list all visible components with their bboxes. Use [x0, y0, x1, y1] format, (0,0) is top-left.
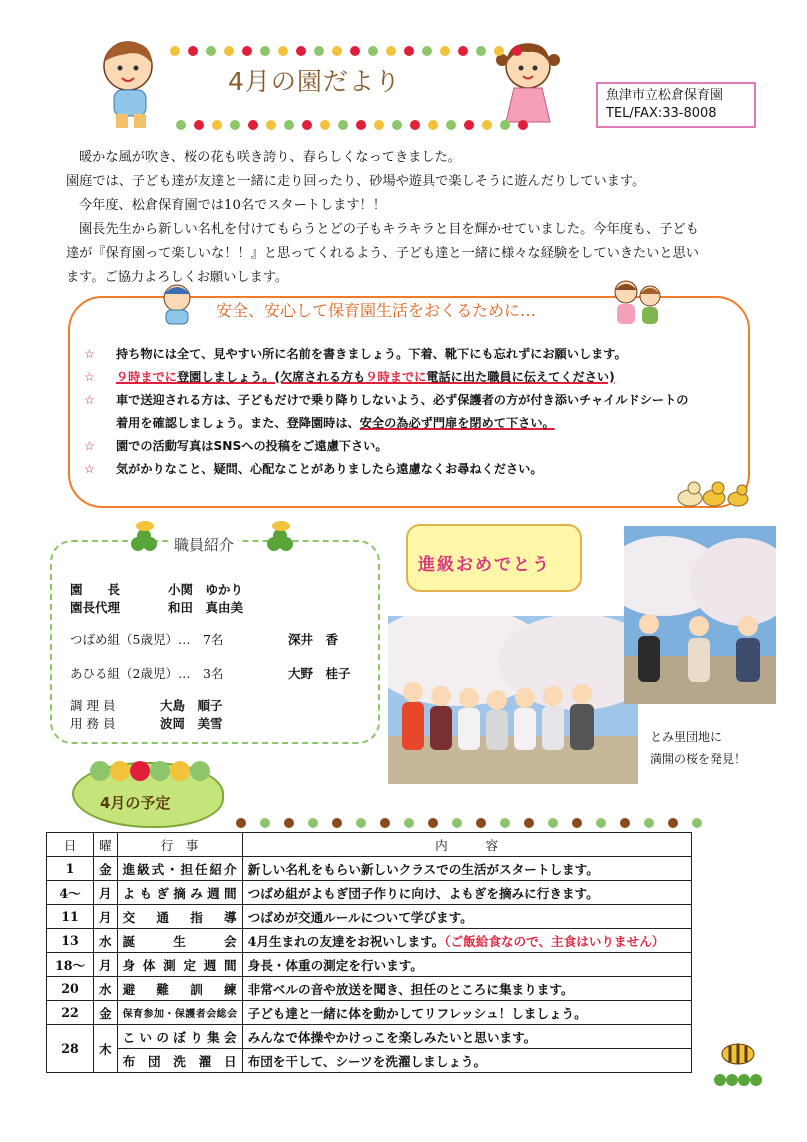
staff-title: 職員紹介 [170, 534, 238, 555]
cell-event: よもぎ摘み週間 [117, 881, 242, 905]
intro-text [66, 146, 756, 290]
contact-box [596, 82, 756, 128]
cell-detail: 身長・体重の測定を行います。 [242, 953, 691, 977]
table-row [47, 977, 692, 1001]
schedule-label: 4月の予定 [100, 794, 171, 812]
safety-list [84, 343, 744, 481]
table-row [47, 881, 692, 905]
cell-detail: 子ども達と一緒に体を動かしてリフレッシュ！しましょう。 [242, 1001, 691, 1025]
kids-illustration [608, 278, 668, 328]
bee-illustration [708, 1040, 768, 1090]
cell-weekday: 金 [94, 1001, 118, 1025]
bus-text: 進級おめでとう [418, 555, 551, 575]
cell-weekday: 金 [94, 857, 118, 881]
cell-weekday: 水 [94, 977, 118, 1001]
cell-day: 20 [47, 977, 94, 1001]
safety-item-text: 車で送迎される方は、子どもだけで乗り降りしないよう、必ず保護者の方が付き添いチャイルドシートの [116, 393, 689, 407]
star-icon: ☆ [84, 462, 95, 476]
cell-weekday: 月 [94, 881, 118, 905]
cell-event: 避難訓練 [117, 977, 242, 1001]
intro-line: 園長先生から新しい名札を付けてもらうとどの子もキラキラと目を輝かせていました。今年度も、子ども [79, 222, 699, 237]
cell-detail: つばめが交通ルールについて学びます。 [242, 905, 691, 929]
top-garland [170, 40, 522, 62]
intro-line: 今年度、松倉保育園では10名でスタートします！！ [79, 198, 386, 213]
photo-caption [650, 726, 746, 770]
schedule-table [46, 832, 692, 1073]
caption-line: 満開の桜を発見！ [650, 752, 747, 766]
cell-detail: 布団を干して、シーツを洗濯しましょう。 [242, 1049, 691, 1073]
cell-note: （ご飯給食なので、主食はいりません） [444, 934, 665, 949]
table-row [47, 929, 692, 953]
star-icon: ☆ [84, 439, 95, 453]
cell-detail: みんなで体操やかけっこを楽しみたいと思います。 [242, 1025, 691, 1049]
cell-event: 進級式・担任紹介 [117, 857, 242, 881]
cell-weekday: 月 [94, 953, 118, 977]
table-row [47, 905, 692, 929]
staff-name: 大島 順子 [160, 698, 223, 713]
cell-day: 18～ [47, 953, 94, 977]
table-row [47, 1049, 692, 1073]
child-illustration [154, 282, 200, 326]
table-row [47, 1025, 692, 1049]
intro-line: 達が『保育園って楽しいな！！』と思ってくれるよう、子ども達と一緒に様々な経験をしていきたいと思い [66, 246, 699, 261]
group-photo-cherry [388, 616, 638, 784]
header-day: 日 [47, 833, 94, 857]
caterpillar-illustration [90, 760, 214, 782]
safety-item [84, 458, 744, 481]
staff-role: あひる組（2歳児）… 3名 [70, 666, 224, 681]
table-header-row [47, 833, 692, 857]
phone-fax: TEL/FAX:33-8008 [606, 106, 717, 121]
safety-item [84, 435, 744, 458]
cell-detail: つばめ組がよもぎ団子作りに向け、よもぎを摘みに行きます。 [242, 881, 691, 905]
staff-role: 調 理 員 [70, 698, 116, 713]
intro-line: 暖かな風が吹き、桜の花も咲き誇り、春らしくなってきました。 [79, 150, 461, 165]
safety-item [84, 343, 744, 366]
safety-item-text: 着用を確認しましょう。また、登降園時は、安全の為必ず門扉を閉めて下さい。 [116, 416, 555, 430]
cell-event: 保育参加・保護者会総会 [117, 1001, 242, 1025]
cell-day: 4～ [47, 881, 94, 905]
header-weekday: 曜 [94, 833, 118, 857]
staff-name: 波岡 美雪 [160, 716, 223, 731]
header-event: 行 事 [117, 833, 242, 857]
star-icon: ☆ [84, 393, 95, 407]
cell-event: 誕生会 [117, 929, 242, 953]
bottom-garland [176, 114, 528, 136]
safety-item-text: 園での活動写真はSNSへの投稿をご遠慮下さい。 [116, 439, 388, 453]
newsletter-title: 4月の園だより [228, 67, 401, 96]
intro-line: ます。ご協力よろしくお願いします。 [66, 270, 289, 285]
cell-day: 28 [47, 1025, 94, 1073]
cell-day: 11 [47, 905, 94, 929]
cell-event: 身体測定週間 [117, 953, 242, 977]
safety-item-text: 気がかりなこと、疑問、心配なことがありましたら遠慮なくお尋ねください。 [116, 462, 543, 476]
safety-title: 安全、安心して保育園生活をおくるために… [210, 298, 542, 321]
staff-name: 大野 桂子 [288, 666, 351, 681]
table-row [47, 1001, 692, 1025]
cell-detail: 非常ベルの音や放送を聞き、担任のところに集まります。 [242, 977, 691, 1001]
clover-illustration [126, 520, 164, 560]
org-name: 魚津市立松倉保育園 [606, 88, 724, 103]
cell-event: 交通指導 [117, 905, 242, 929]
star-icon: ☆ [84, 370, 95, 384]
staff-name: 深井 香 [288, 632, 339, 647]
star-icon: ☆ [84, 347, 95, 361]
cell-day: 1 [47, 857, 94, 881]
cell-detail: 4月生まれの友達をお祝いします。（ご飯給食なので、主食はいりません） [242, 929, 691, 953]
cell-event: こいのぼり集会 [117, 1025, 242, 1049]
cell-weekday: 木 [94, 1025, 118, 1073]
cell-weekday: 水 [94, 929, 118, 953]
group-photo-trees [624, 526, 776, 704]
table-row [47, 857, 692, 881]
caption-line: とみ里団地に [650, 730, 723, 744]
safety-item-text: ９時までに登園しましょう。(欠席される方も９時までに電話に出た職員に伝えてください) [116, 370, 615, 384]
intro-line: 園庭では、子ども達が友達と一緒に走り回ったり、砂場や遊具で楽しそうに遊んだりしています。 [66, 174, 646, 189]
safety-item-continued [84, 412, 744, 435]
clover-illustration [262, 520, 300, 560]
header-detail: 内 容 [242, 833, 691, 857]
staff-role: 園長代理 [70, 600, 121, 615]
staff-role: つばめ組（5歳児）… 7名 [70, 632, 224, 647]
safety-item-text: 持ち物には全て、見やすい所に名前を書きましょう。下着、靴下にも忘れずにお願いします。 [116, 347, 627, 361]
ants-garland [236, 812, 702, 834]
table-row [47, 953, 692, 977]
cell-day: 22 [47, 1001, 94, 1025]
cell-event: 布団洗濯日 [117, 1049, 242, 1073]
staff-name: 和田 真由美 [168, 600, 244, 615]
safety-item [84, 366, 744, 389]
cell-day: 13 [47, 929, 94, 953]
staff-role: 園 長 [70, 582, 121, 597]
safety-item [84, 389, 744, 412]
staff-name: 小関 ゆかり [168, 582, 244, 597]
boy-illustration [90, 36, 170, 132]
cell-detail: 新しい名札をもらい新しいクラスでの生活がスタートします。 [242, 857, 691, 881]
cell-weekday: 月 [94, 905, 118, 929]
staff-role: 用 務 員 [70, 716, 116, 731]
ducks-illustration [676, 478, 752, 508]
